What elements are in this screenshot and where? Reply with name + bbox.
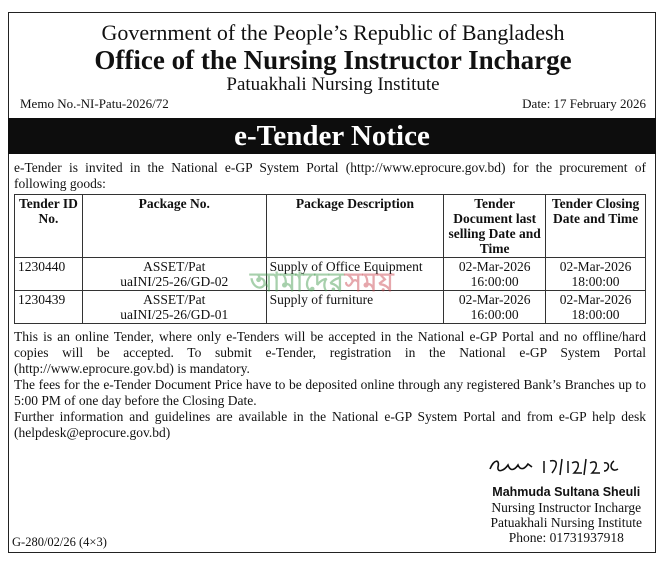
notice-date: Date: 17 February 2026 xyxy=(522,96,646,111)
terms-paragraph: The fees for the e-Tender Document Price have to be deposited online through any registered Bank’s Branches up to 5:00 PM of one day before the Closing Date. xyxy=(14,377,646,408)
col-closing: Tender Closing Date and Time xyxy=(546,195,646,258)
handwritten-signature xyxy=(488,455,628,477)
col-package-no: Package No. xyxy=(82,195,266,258)
package-description: Supply of Office Equipment xyxy=(266,258,444,291)
government-heading: Government of the People’s Republic of Bangladesh xyxy=(101,20,565,45)
package-description: Supply of furniture xyxy=(266,291,444,324)
signature-block xyxy=(491,485,642,545)
table-header-row xyxy=(15,195,646,258)
signatory-name: Mahmuda Sultana Sheuli xyxy=(492,485,641,499)
watermark-logo: আমাদেরসময় xyxy=(250,268,395,298)
tender-id: 1230440 xyxy=(15,258,83,291)
terms-text xyxy=(14,329,646,441)
office-heading: Office of the Nursing Instructor Incharge xyxy=(94,45,572,75)
closing-datetime: 02-Mar-2026 18:00:00 xyxy=(546,291,646,324)
closing-datetime: 02-Mar-2026 18:00:00 xyxy=(546,258,646,291)
terms-paragraph: This is an online Tender, where only e-Tenders will be accepted in the National e-GP Portal and no offline/hard copies will be accepted. To submit e-Tender, registration in the National e-GP System Portal (http://www.eprocure.gov.bd) is mandatory. xyxy=(14,329,646,376)
last-selling-datetime: 02-Mar-2026 16:00:00 xyxy=(444,258,546,291)
signatory-institute: Patuakhali Nursing Institute xyxy=(490,515,642,530)
tender-id: 1230439 xyxy=(15,291,83,324)
institute-heading: Patuakhali Nursing Institute xyxy=(226,74,440,95)
footer-code: G-280/02/26 (4×3) xyxy=(12,535,107,549)
last-selling-datetime: 02-Mar-2026 16:00:00 xyxy=(444,291,546,324)
col-package-description: Package Description xyxy=(266,195,444,258)
notice-banner: e-Tender Notice xyxy=(8,118,656,154)
terms-paragraph: Further information and guidelines are available in the National e-GP System Portal and from e-GP help desk (helpdesk@eprocure.gov.bd) xyxy=(14,409,646,440)
package-no: ASSET/Pat uaINI/25-26/GD-01 xyxy=(82,291,266,324)
intro-text: e-Tender is invited in the National e-GP System Portal (http://www.eprocure.gov.bd) for the procurement of following goods: xyxy=(14,160,646,191)
col-tender-id: Tender ID No. xyxy=(15,195,83,258)
signatory-title: Nursing Instructor Incharge xyxy=(491,500,642,515)
package-no: ASSET/Pat uaINI/25-26/GD-02 xyxy=(82,258,266,291)
signatory-phone: Phone: 01731937918 xyxy=(508,530,624,545)
memo-number: Memo No.-NI-Patu-2026/72 xyxy=(20,96,169,111)
col-last-selling: Tender Document last selling Date and Time xyxy=(444,195,546,258)
